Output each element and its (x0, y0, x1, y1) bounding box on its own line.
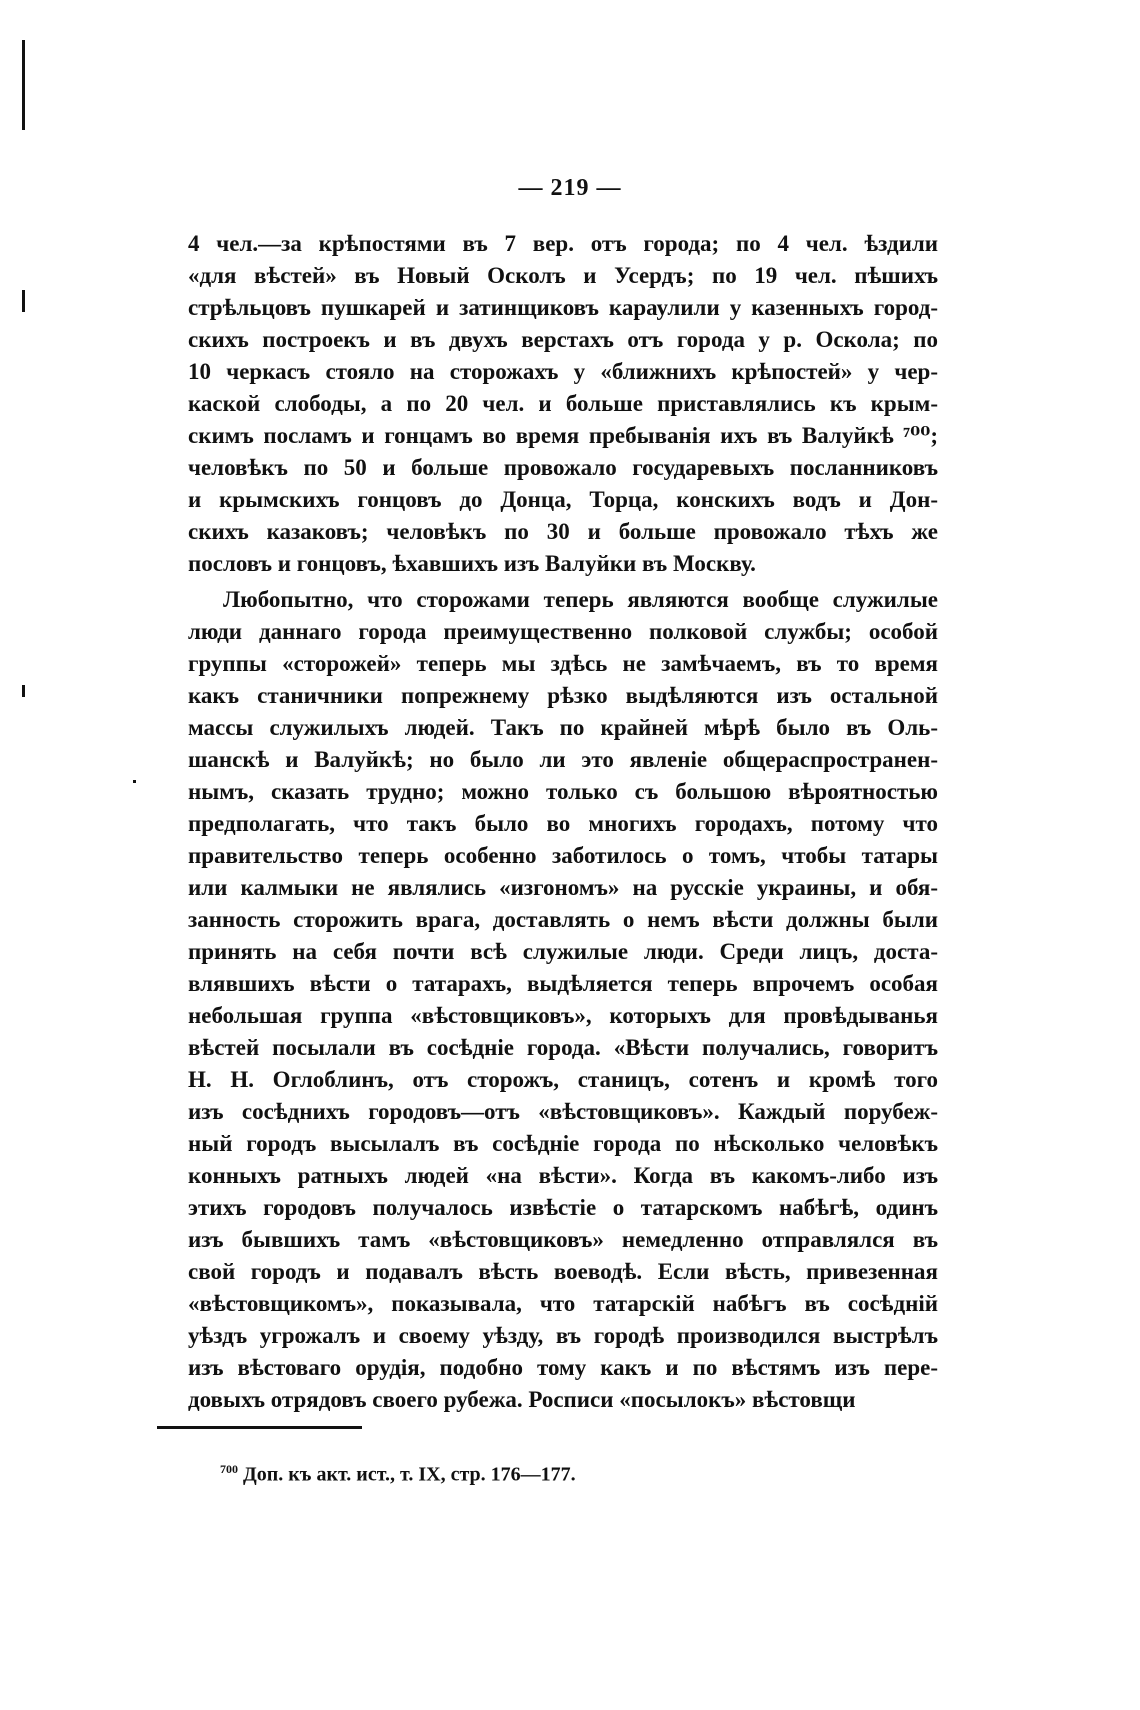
text-line: каской слободы, а по 20 чел. и больше приставлялись къ крым- (188, 391, 938, 416)
text-line: изъ бывшихъ тамъ «вѣстовщиковъ» немедленно отправлялся въ (188, 1227, 938, 1252)
text-line: или калмыки не являлись «изгономъ» на русскіе украины, и обя- (188, 875, 938, 900)
scan-margin-mark (22, 40, 25, 130)
page-number: — 219 — (518, 175, 622, 201)
text-line: 10 черкасъ стояло на сторожахъ у «ближнихъ крѣпостей» у чер- (188, 359, 938, 384)
text-line: вѣстей посылали въ сосѣдніе города. «Вѣсти получались, говоритъ (188, 1035, 938, 1060)
text-line: ный городъ высылалъ въ сосѣдніе города по нѣсколько человѣкъ (188, 1131, 938, 1156)
text-line: «вѣстовщикомъ», показывала, что татарскій набѣгъ въ сосѣдній (188, 1291, 938, 1316)
text-line: и крымскихъ гонцовъ до Донца, Торца, конскихъ водъ и Дон- (188, 487, 938, 512)
scan-margin-mark (22, 290, 25, 312)
text-line: принять на себя почти всѣ служилые люди. Среди лицъ, доста- (188, 939, 938, 964)
text-line: Любопытно, что сторожами теперь являются вообще служилые (223, 587, 938, 612)
text-line: люди даннаго города преимущественно полковой службы; особой (188, 619, 938, 644)
text-line: нымъ, сказать трудно; можно только съ большою вѣроятностью (188, 779, 938, 804)
text-line: довыхъ отрядовъ своего рубежа. Росписи «посылокъ» вѣстовщи (188, 1387, 856, 1412)
body-text (188, 228, 938, 1416)
footnote-divider (157, 1426, 362, 1429)
text-line: занность сторожить врага, доставлять о немъ вѣсти должны были (188, 907, 938, 932)
text-line: правительство теперь особенно заботилось о томъ, чтобы татары (188, 843, 938, 868)
scan-margin-mark (133, 780, 136, 783)
footnote (220, 1462, 576, 1487)
text-line: изъ сосѣднихъ городовъ—отъ «вѣстовщиковъ». Каждый порубеж- (188, 1099, 938, 1124)
text-line: массы служилыхъ людей. Такъ по крайней мѣрѣ было въ Оль- (188, 715, 938, 740)
text-line: конныхъ ратныхъ людей «на вѣсти». Когда въ какомъ-либо изъ (188, 1163, 938, 1188)
text-line: шанскѣ и Валуйкѣ; но было ли это явленіе общераспространен- (188, 747, 938, 772)
text-line: какъ станичники попрежнему рѣзко выдѣляются изъ остальной (188, 683, 938, 708)
footnote-number: 700 (220, 1462, 238, 1476)
text-line: свой городъ и подавалъ вѣсть воеводѣ. Если вѣсть, привезенная (188, 1259, 938, 1284)
footnote-text: Доп. къ акт. ист., т. IX, стр. 176—177. (243, 1463, 576, 1486)
text-line: изъ вѣстоваго орудія, подобно тому какъ и по вѣстямъ изъ пере- (188, 1355, 938, 1380)
text-line: пословъ и гонцовъ, ѣхавшихъ изъ Валуйки въ Москву. (188, 551, 756, 576)
text-line: 4 чел.—за крѣпостями въ 7 вер. отъ города; по 4 чел. ѣздили (188, 231, 938, 256)
text-line: человѣкъ по 50 и больше провожало государевыхъ посланниковъ (188, 455, 938, 480)
text-line: стрѣльцовъ пушкарей и затинщиковъ караулили у казенныхъ город- (188, 295, 938, 320)
scan-margin-mark (22, 685, 25, 697)
text-line: уѣздъ угрожалъ и своему уѣзду, въ городѣ производился выстрѣлъ (188, 1323, 938, 1348)
text-line: группы «сторожей» теперь мы здѣсь не замѣчаемъ, въ то время (188, 651, 938, 676)
text-line: влявшихъ вѣсти о татарахъ, выдѣляется теперь впрочемъ особая (188, 971, 938, 996)
text-line: скихъ построекъ и въ двухъ верстахъ отъ города у р. Оскола; по (188, 327, 938, 352)
text-line: небольшая группа «вѣстовщиковъ», которыхъ для провѣдыванья (188, 1003, 938, 1028)
text-line: предполагать, что такъ было во многихъ городахъ, потому что (188, 811, 938, 836)
text-line: Н. Н. Оглоблинъ, отъ сторожъ, станицъ, сотенъ и кромѣ того (188, 1067, 938, 1092)
text-line: скихъ казаковъ; человѣкъ по 30 и больше провожало тѣхъ же (188, 519, 938, 544)
text-line: этихъ городовъ получалось извѣстіе о татарскомъ набѣгѣ, одинъ (188, 1195, 938, 1220)
text-line: скимъ посламъ и гонцамъ во время пребыванія ихъ въ Валуйкѣ ⁷⁰⁰; (188, 423, 938, 448)
text-line: «для вѣстей» въ Новый Осколъ и Усердъ; по 19 чел. пѣшихъ (188, 263, 938, 288)
